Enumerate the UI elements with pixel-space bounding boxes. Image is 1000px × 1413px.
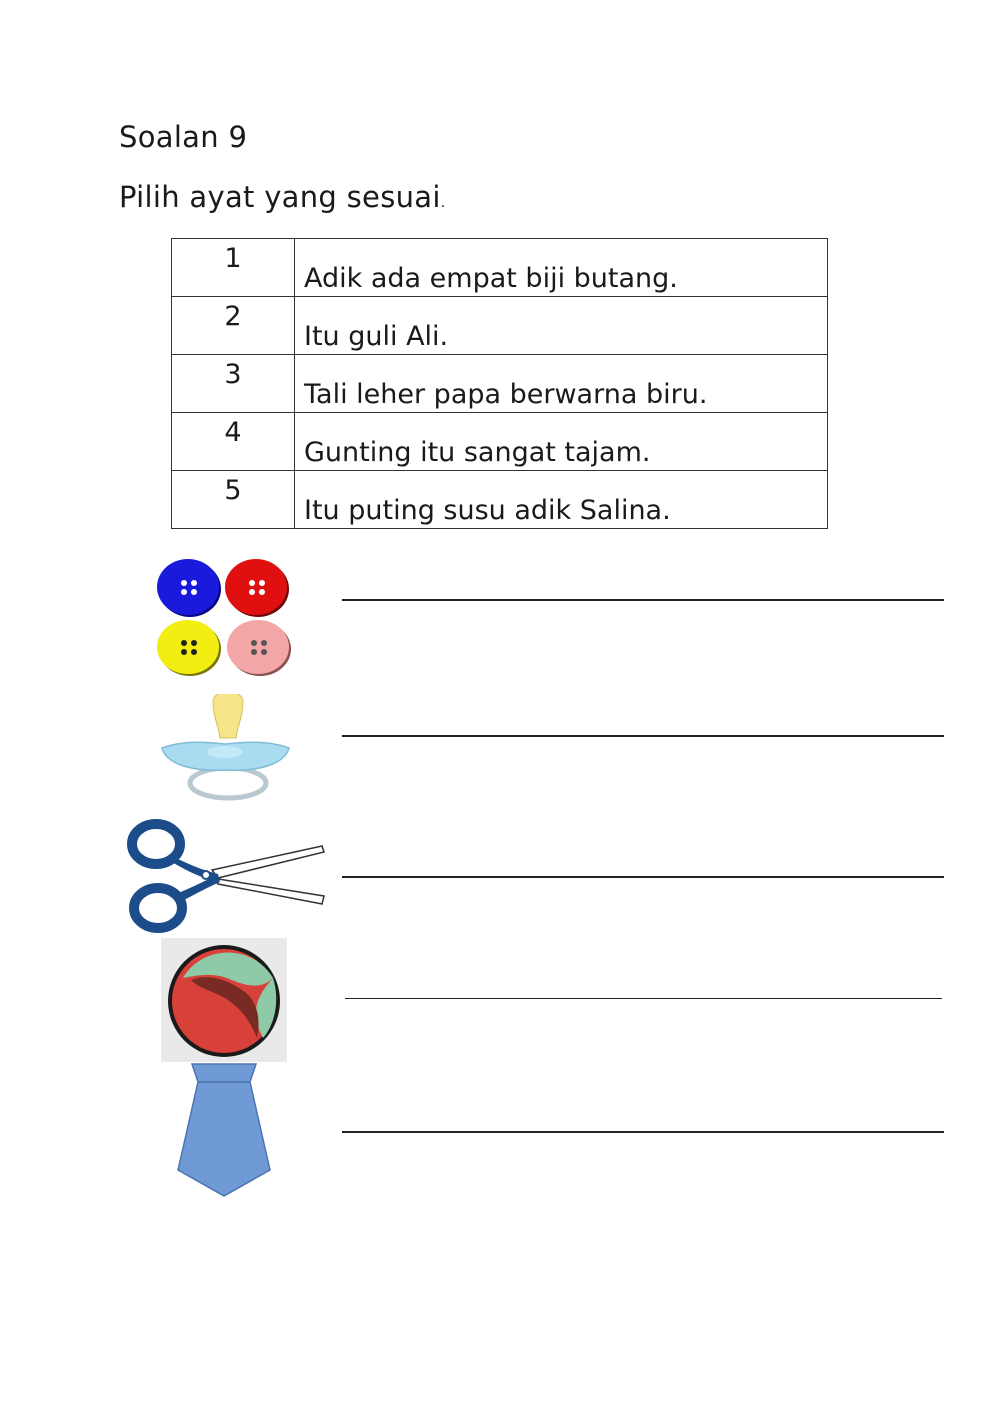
yellow-button bbox=[157, 620, 221, 676]
sentence-number: 3 bbox=[172, 355, 295, 413]
table-row bbox=[172, 471, 828, 529]
instruction-text: Pilih ayat yang sesuai bbox=[119, 180, 441, 214]
answer-line[interactable] bbox=[342, 735, 944, 737]
sentence-text: Gunting itu sangat tajam. bbox=[295, 413, 828, 471]
red-button bbox=[225, 559, 289, 617]
sentence-number: 4 bbox=[172, 413, 295, 471]
sentence-number: 2 bbox=[172, 297, 295, 355]
table-row bbox=[172, 297, 828, 355]
sentence-text: Itu guli Ali. bbox=[295, 297, 828, 355]
answer-line[interactable] bbox=[342, 1131, 944, 1133]
blue-button bbox=[157, 559, 221, 617]
answer-line[interactable] bbox=[342, 876, 944, 878]
pink-button bbox=[227, 620, 291, 676]
pacifier-icon bbox=[158, 694, 293, 804]
answer-line[interactable] bbox=[345, 998, 942, 999]
instruction-dot: . bbox=[440, 195, 446, 211]
question-title: Soalan 9 bbox=[119, 120, 248, 154]
necktie-icon bbox=[174, 1062, 274, 1198]
table-row bbox=[172, 239, 828, 297]
sentence-text: Itu puting susu adik Salina. bbox=[295, 471, 828, 529]
sentence-table bbox=[171, 238, 828, 529]
table-row bbox=[172, 413, 828, 471]
scissors-icon bbox=[126, 812, 326, 936]
marble-icon bbox=[161, 938, 287, 1062]
sentence-number: 5 bbox=[172, 471, 295, 529]
sentence-text: Tali leher papa berwarna biru. bbox=[295, 355, 828, 413]
table-row bbox=[172, 355, 828, 413]
sentence-number: 1 bbox=[172, 239, 295, 297]
answer-line[interactable] bbox=[342, 599, 944, 601]
sentence-text: Adik ada empat biji butang. bbox=[295, 239, 828, 297]
buttons-icon bbox=[150, 556, 295, 678]
instruction bbox=[119, 180, 446, 214]
